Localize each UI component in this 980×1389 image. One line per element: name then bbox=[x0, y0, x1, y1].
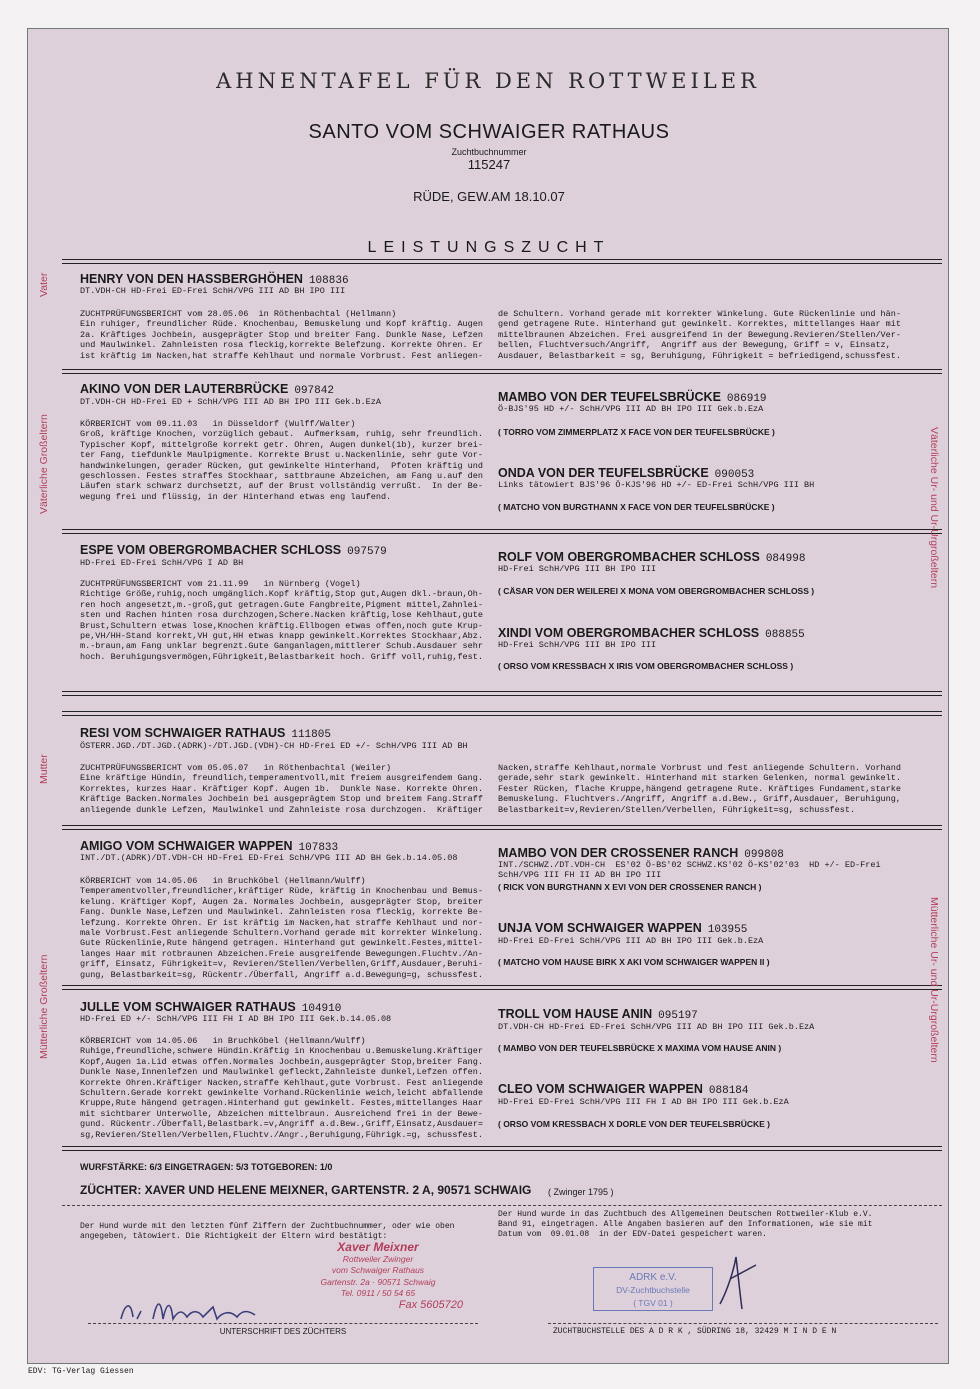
mgf-report: KÖRBERICHT vom 14.05.06 in Bruchköbel (Hellmann/Wulff) Temperamentvoller,freundlicher,kräftiger Rüde, kräftig in Knochenbau und Bemus- kelung. Kräftiger Kopf, Augen 2a. Normales Jochbein, ausgeprägter Stop, breiter Fang. Dunkle Nase,Lefzen und Maulwinkel. Zahnleisten rosa fleckig, korrekte Be- lefzung. Korrekte Ohren. Er ist kräftig im Nacken,hat straffe Kehlhaut und nor- male Vorbrust.Fest anliegende Schultern.Vorhand gerade mit korrekter Winkelung. Gute Rückenlinie,Rute hängend getragen. Hinterhand gut gewinkelt.Festes,mittel- langes Haar mit rotbraunen Abzeichen.Freie ausgreifende Bewegungen.Fluchtv./An- griff, Einsatz, Führigkeit=v, Revieren/Stellen/Verbellen,Griff,Ausdauer,Beruhi- gung, Belastbarkeit=sg, Rückentr./Überfall, Angriff a.d.Bewegung=g, schussfest. bbox=[80, 876, 483, 980]
mgf-name: AMIGO VOM SCHWAIGER WAPPEN 107833 bbox=[80, 839, 339, 854]
separator bbox=[62, 711, 942, 716]
separator bbox=[62, 369, 942, 374]
ggp-1-parents: ( TORRO VOM ZIMMERPLATZ X FACE VON DER TEUFELSBRÜCKE ) bbox=[498, 427, 775, 437]
label-muetterliche-grosseltern: Mütterliche Großeltern bbox=[38, 954, 50, 1059]
ggp-2-parents: ( MATCHO VON BURGTHANN X FACE VON DER TEUFELSBRÜCKE ) bbox=[498, 502, 775, 512]
ggp-7-name: TROLL VOM HAUSE ANIN 095197 bbox=[498, 1007, 698, 1022]
zbs-label: ZUCHTBUCHSTELLE DES A D R K , SÜDRING 18, 32429 M I N D E N bbox=[553, 1327, 837, 1336]
ggp-5-parents: ( RICK VON BURGTHANN X EVI VON DER CROSSENER RANCH ) bbox=[498, 882, 762, 892]
separator bbox=[62, 1205, 942, 1206]
ggp-4-name: XINDI VOM OBERGROMBACHER SCHLOSS 088855 bbox=[498, 626, 805, 641]
separator bbox=[62, 985, 942, 990]
ggp-7-parents: ( MAMBO VON DER TEUFELSBRÜCKE X MAXIMA VOM HAUSE ANIN ) bbox=[498, 1043, 782, 1053]
pgf-name: AKINO VON DER LAUTERBRÜCKE 097842 bbox=[80, 382, 334, 397]
father-report-right: de Schultern. Vorhand gerade mit korrekter Winkelung. Gute Rückenlinie und hän- gend getragene Rute. Hinterhand gut gewinkelt. Korrektes, mittellanges Haar mit mittelbraunen Abzeichen. Frei ausgreifend in der Bewegung.Revieren/Stellen/Ver- bellen, Fluchtversuch/Angriff, Angriff aus der Bewegung, Griff = v, Einsatz, Ausdauer, Belastbarkeit = sg, Beruhigung, Führigkeit = befriedigend,schussfest. bbox=[498, 309, 901, 361]
father-name: HENRY VON DEN HASSBERGHÖHEN 108836 bbox=[80, 272, 349, 287]
zuchtbuch-label: Zuchtbuchnummer bbox=[451, 147, 527, 157]
label-muetterliche-urgrosseltern: Mütterliche Ur- und Ur-Urgroßeltern bbox=[928, 897, 940, 1063]
leistungszucht-heading: LEISTUNGSZUCHT bbox=[367, 239, 611, 256]
father-report-left: ZUCHTPRÜFUNGSBERICHT vom 28.05.06 in Röthenbachtal (Hellmann) Ein ruhiger, freundlicher Rüde. Knochenbau, Bemuskelung und Kopf kräftig. Augen 2a. Kräftiges Jochbein, ausgeprägter Stop und breiter Fang. Dunkle Nase, Lefzen und Maulwinkel. Zahnleisten rosa fleckig,korrekte Belefzung. Korrekte Ohren. Er ist kräftig im Nacken,hat straffe Kehlhaut und normale Vorbrust. Fest anliegen- bbox=[80, 309, 483, 361]
ggp-4-meta: HD-Frei SchH/VPG III BH IPO III bbox=[498, 640, 657, 650]
stamp-line: vom Schwaiger Rathaus bbox=[331, 1265, 425, 1275]
stamp-line: Gartenstr. 2a · 90571 Schwaig bbox=[320, 1276, 436, 1287]
breeder-line: ZÜCHTER: XAVER UND HELENE MEIXNER, GARTENSTR. 2 A, 90571 SCHWAIG bbox=[80, 1183, 532, 1197]
zuchtbuch-note: Der Hund wurde in das Zuchtbuch des Allgemeinen Deutschen Rottweiler-Klub e.V. Band 91, eingetragen. Alle Angaben basieren auf den Informationen, wie sie mit Datum vom 09.01.08 in der EDV-Datei gespeichert waren. bbox=[498, 1210, 873, 1239]
stamp-line: DV-Zuchtbuchstelle bbox=[616, 1285, 690, 1295]
pgm-meta: HD-Frei ED-Frei SchH/VPG I AD BH bbox=[80, 558, 244, 568]
pgm-name: ESPE VOM OBERGROMBACHER SCHLOSS 097579 bbox=[80, 543, 387, 558]
father-meta: DT.VDH-CH HD-Frei ED-Frei SchH/VPG III AD BH IPO III bbox=[80, 286, 346, 296]
ggp-2-meta: Links tätowiert BJS'96 Ö-KJS'96 HD +/- ED-Frei SchH/VPG III BH bbox=[498, 480, 815, 490]
ggp-7-meta: DT.VDH-CH HD-Frei ED-Frei SchH/VPG III AD BH IPO III Gek.b.EzA bbox=[498, 1022, 815, 1032]
separator bbox=[62, 691, 942, 696]
ggp-5-meta: INT./SCHWZ./DT.VDH-CH ES'02 Ö-BS'02 SCHWZ.KS'02 Ö-KS'02'03 HD +/- ED-Frei SchH/VPG III FH II AD BH IPO III bbox=[498, 860, 881, 881]
signature-line bbox=[88, 1323, 478, 1324]
ggp-8-name: CLEO VOM SCHWAIGER WAPPEN 088184 bbox=[498, 1082, 749, 1097]
ggp-6-parents: ( MATCHO VOM HAUSE BIRK X AKI VOM SCHWAIGER WAPPEN II ) bbox=[498, 957, 770, 967]
mother-name: RESI VOM SCHWAIGER RATHAUS 111805 bbox=[80, 726, 331, 741]
stamp-line: ADRK e.V. bbox=[629, 1272, 677, 1283]
tattoo-note: Der Hund wurde mit den letzten fünf Ziffern der Zuchtbuchnummer, oder wie oben angegeben, tätowiert. Die Richtigkeit der Eltern wird bestätigt: bbox=[80, 1222, 455, 1241]
ggp-6-meta: HD-Frei ED-Frei SchH/VPG III AD BH IPO III Gek.b.EzA bbox=[498, 936, 764, 946]
separator bbox=[62, 1146, 942, 1151]
label-mutter: Mutter bbox=[38, 754, 50, 784]
adrk-stamp bbox=[593, 1267, 713, 1311]
zbs-line bbox=[548, 1323, 938, 1324]
breeder-stamp bbox=[283, 1242, 473, 1311]
ggp-3-name: ROLF VOM OBERGROMBACHER SCHLOSS 084998 bbox=[498, 550, 806, 565]
zuchtbuch-number: 115247 bbox=[467, 157, 511, 172]
ggp-3-meta: HD-Frei SchH/VPG III BH IPO III bbox=[498, 564, 657, 574]
mgf-meta: INT./DT.(ADRK)/DT.VDH-CH HD-Frei ED-Frei SchH/VPG III AD BH Gek.b.14.05.08 bbox=[80, 853, 458, 863]
ggp-4-parents: ( ORSO VOM KRESSBACH X IRIS VOM OBERGROMBACHER SCHLOSS ) bbox=[498, 661, 794, 671]
stamp-line: Tel. 0911 / 50 54 65 bbox=[340, 1288, 416, 1298]
litter-info: WURFSTÄRKE: 6/3 EINGETRAGEN: 5/3 TOTGEBOREN: 1/0 bbox=[80, 1162, 333, 1172]
signature-label: UNTERSCHRIFT DES ZÜCHTERS bbox=[219, 1327, 347, 1336]
separator bbox=[62, 825, 942, 830]
stamp-line: Xaver Meixner bbox=[337, 1240, 419, 1254]
mgm-name: JULLE VOM SCHWAIGER RATHAUS 104910 bbox=[80, 1000, 342, 1015]
zuchtbuch-signature bbox=[708, 1249, 768, 1319]
pgf-report: KÖRBERICHT vom 09.11.03 in Düsseldorf (Wulff/Walter) Groß, kräftige Knochen, vorzüglich gebaut. Aufmerksam, ruhig, sehr freundlich. Typischer Kopf, mittelgroße korrekt getr. Ohren, Augen dunkel(1b), kurzer brei- ter Fang, tiefdunkle Maulpigmente. Korrekte Brust u.Nackenlinie, sehr gute Vor- handwinkelungen, gerader Rücken, gut gewinkelte Hinterhand, Pfoten kräftig und geschlossen. Festes straffes Stockhaar, sattbraune Abzeichen, am Fang u.auf den Läufen stark schwarz durchsetzt, auf der Brust vollständig verrußt. In der Be- wegung frei und flüssig, in der Hinterhand etwas eng laufend. bbox=[80, 419, 483, 502]
separator bbox=[62, 529, 942, 534]
ggp-6-name: UNJA VOM SCHWAIGER WAPPEN 103955 bbox=[498, 921, 748, 936]
pgm-report: ZUCHTPRÜFUNGSBERICHT vom 21.11.99 in Nürnberg (Vogel) Richtige Größe,ruhig,noch umgänglich.Kopf kräftig,Stop gut,Augen dkl.-braun,Oh- ren hoch angesetzt,m.-groß,gut getragen.Gute Fangbreite,Pigment mittel,Zahnlei- sten und Rachen hinten rosa durchzogen,Schere.Nacken kräftig,lose Kehlhaut,gute Brust,Schultern etwas lose,Knochen kräftig.Ellbogen etwas offen,noch gute Krup- pe,VH/HH-Stand korrekt,VH gut,HH etwas knapp gewinkelt.Korrektes Stockhaar,Abz. m.-braun,am Fang unklar begrenzt.Gute Ganganlagen,mittlerer Schub.Ausdauer sehr hoch. Beruhigungsvermögen,Führigkeit,Belastbarkeit hoch. Griff voll,ruhig,fest. bbox=[80, 579, 483, 662]
stamp-line: Rottweiler Zwinger bbox=[342, 1253, 414, 1264]
mother-report-right: Nacken,straffe Kehlhaut,normale Vorbrust und fest anliegende Schultern. Vorhand gerade,sehr stark gewinkelt. Hinterhand mit starken Gelenken, normal gewinkelt. Fester Rücken, flache Kruppe,hängend getragene Rute. Kräftiges Fundament,starke Bemuskelung. Fluchtvers./Angriff, Angriff a.d.Bew., Griff,Ausdauer, Beruhigung, Belastbarkeit=v,Revieren/Stellen/Verbellen, Führigkeit=sg, schussfest. bbox=[498, 763, 901, 815]
mother-report-left: ZUCHTPRÜFUNGSBERICHT vom 05.05.07 in Röthenbachtal (Weiler) Eine kräftige Hündin, freundlich,temperamentvoll,mit freiem ausgreifendem Gang. Korrektes, kurzes Haar. Kräftiger Kopf. Augen 1b. Dunkle Nase. Korrekte Ohren. Kräftige Backen.Normales Jochbein bei ausgeprägtem Stop und breitem Fang.Straff anliegende dunkle Lefzen, Maulwinkel und Zahnleiste rosa durchzogen. Kräftiger bbox=[80, 763, 483, 815]
ggp-5-name: MAMBO VON DER CROSSENER RANCH 099808 bbox=[498, 846, 784, 861]
kennel-number: ( Zwinger 1795 ) bbox=[548, 1187, 614, 1197]
edv-credit: EDV: TG-Verlag Giessen bbox=[28, 1367, 134, 1376]
document-title: AHNENTAFEL FÜR DEN ROTTWEILER bbox=[216, 69, 760, 93]
stamp-line: ( TGV 01 ) bbox=[633, 1298, 673, 1308]
mgm-meta: HD-Frei ED +/- SchH/VPG III FH I AD BH IPO III Gek.b.14.05.08 bbox=[80, 1014, 392, 1024]
ggp-8-parents: ( ORSO VOM KRESSBACH X DORLE VON DER TEUFELSBRÜCKE ) bbox=[498, 1119, 771, 1129]
sex-birth-date: RÜDE, GEW.AM 18.10.07 bbox=[413, 189, 565, 204]
pgf-meta: DT.VDH-CH HD-Frei ED + SchH/VPG III AD BH IPO III Gek.b.EzA bbox=[80, 397, 381, 407]
label-vaeterliche-grosseltern: Väterliche Großeltern bbox=[38, 414, 50, 514]
label-vaeterliche-urgrosseltern: Väterliche Ur- und Ur-Urgroßeltern bbox=[928, 427, 940, 589]
ggp-3-parents: ( CÄSAR VON DER WEILEREI X MONA VOM OBERGROMBACHER SCHLOSS ) bbox=[498, 586, 815, 596]
mother-meta: ÖSTERR.JGD./DT.JGD.(ADRK)-/DT.JGD.(VDH)-CH HD-Frei ED +/- SchH/VPG III AD BH bbox=[80, 741, 468, 751]
ggp-8-meta: HD-Frei ED-Frei SchH/VPG III FH I AD BH IPO III Gek.b.EzA bbox=[498, 1097, 789, 1107]
ggp-1-meta: Ö-BJS'95 HD +/- SchH/VPG III AD BH IPO III Gek.b.EzA bbox=[498, 404, 764, 414]
stamp-line: Fax 5605720 bbox=[398, 1298, 463, 1311]
ggp-2-name: ONDA VON DER TEUFELSBRÜCKE 090053 bbox=[498, 466, 755, 481]
label-vater: Vater bbox=[38, 272, 50, 297]
mgm-report: KÖRBERICHT vom 14.05.06 in Bruchköbel (Hellmann/Wulff) Ruhige,freundliche,schwere Hündin.Kräftig in Knochenbau u.Bemuskelung.Kräftiger Kopf,Augen 1a.Lid etwas offen.Normales Jochbein,ausgeprägter Stop,breiter Fang. Dunkle Nase,Innenlefzen und Maulwinkel gefleckt,Zahnleiste dunkel,Lefzen offen. Korrekte Ohren.Kräftiger Nacken,straffe Kehlhaut,gute Vorbrust. Fest anliegende Schultern.Gerade korrekt gewinkelte Vorhand.Rückenlinie weich,leicht abfallende Kruppe,Rute hängend getragen.Hinterhand gut gewinkelt. Festes,mittellanges Haar mit sichtbarer Unterwolle, Abzeichen mittelbraun. Ausreichend frei in der Bewe- gund. Rückentr./Überfall,Belastbark.=v,Angriff a.d.Bew.,Griff,Einsatz,Ausdauer= sg,Revieren/Stellen/Verbellen,Fluchtv./Angr.,Beruhigung,Führigk.=g, schussfest. bbox=[80, 1036, 483, 1140]
separator bbox=[62, 259, 942, 264]
ggp-1-name: MAMBO VON DER TEUFELSBRÜCKE 086919 bbox=[498, 390, 767, 405]
pedigree-document bbox=[27, 28, 949, 1364]
dog-name: SANTO VOM SCHWAIGER RATHAUS bbox=[308, 121, 670, 143]
